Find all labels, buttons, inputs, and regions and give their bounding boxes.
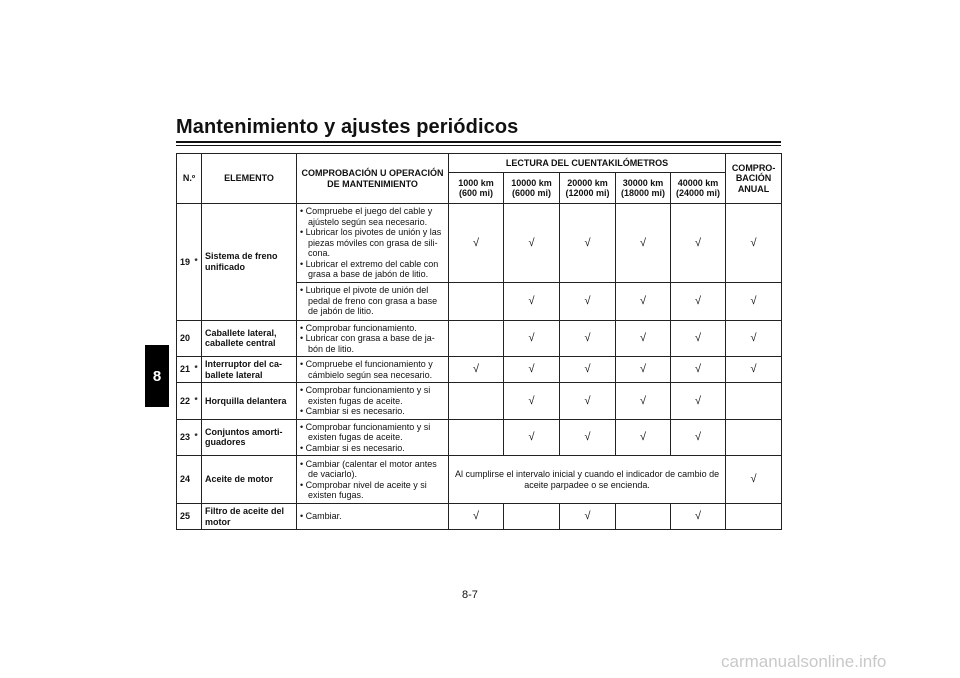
row-number: 22 — [177, 383, 192, 420]
empty-cell — [616, 504, 671, 530]
empty-cell — [192, 320, 202, 357]
check-mark: √ — [449, 357, 504, 383]
row-number: 19 — [177, 204, 192, 321]
empty-cell — [449, 282, 504, 320]
check-mark: √ — [616, 282, 671, 320]
check-mark: √ — [560, 383, 616, 420]
check-mark: √ — [560, 204, 616, 283]
watermark: carmanualsonline.info — [721, 652, 887, 671]
asterisk-mark: * — [192, 357, 202, 383]
element-name: Filtro de aceite del motor — [202, 504, 297, 530]
row-number: 21 — [177, 357, 192, 383]
page-number: 8-7 — [462, 589, 478, 601]
row-number: 24 — [177, 456, 192, 504]
check-list — [297, 320, 449, 357]
check-list — [297, 419, 449, 456]
check-mark: √ — [671, 282, 726, 320]
header-odometer: LECTURA DEL CUENTAKILÓMETROS — [449, 154, 726, 173]
check-list — [297, 456, 449, 504]
check-item: • Lubrique el pivote de unión del pedal de freno con grasa a base de jabón de litio. — [300, 285, 438, 317]
header-check: COMPROBACIÓN U OPERACIÓN DE MANTENIMIENTO — [297, 154, 449, 204]
empty-cell — [726, 383, 782, 420]
header-annual: COMPRO- BACIÓN ANUAL — [726, 154, 782, 204]
title-rule-thin — [176, 145, 781, 146]
table-row-24 — [177, 456, 782, 504]
check-mark: √ — [616, 419, 671, 456]
check-mark: √ — [449, 204, 504, 283]
check-item: • Lubricar los pivotes de unión y las piezas móviles con grasa de sili-cona. — [300, 227, 442, 258]
check-item: • Compruebe el funcionamiento y cámbielo según sea necesario. — [300, 359, 433, 380]
check-mark: √ — [616, 320, 671, 357]
check-mark: √ — [726, 204, 782, 283]
check-mark: √ — [449, 504, 504, 530]
chapter-tab: 8 — [145, 345, 169, 407]
header-no: N.º — [177, 154, 202, 204]
header-row — [177, 154, 782, 173]
check-list — [297, 357, 449, 383]
header-km-30000: 30000 km (18000 mi) — [616, 173, 671, 204]
check-mark: √ — [560, 419, 616, 456]
check-item: • Comprobar nivel de aceite y si existen fugas. — [300, 479, 427, 500]
check-item: • Cambiar si es necesario. — [300, 406, 405, 416]
table-row-23 — [177, 419, 782, 456]
empty-cell — [504, 504, 560, 530]
header-km-20000: 20000 km (12000 mi) — [560, 173, 616, 204]
check-mark: √ — [504, 419, 560, 456]
check-mark: √ — [504, 282, 560, 320]
check-mark: √ — [671, 357, 726, 383]
check-item: • Compruebe el juego del cable y ajústelo según sea necesario. — [300, 206, 433, 227]
check-list — [297, 504, 449, 530]
empty-cell — [726, 419, 782, 456]
asterisk-mark: * — [192, 419, 202, 456]
check-mark: √ — [671, 204, 726, 283]
check-item: • Comprobar funcionamiento. — [300, 322, 417, 333]
empty-cell — [449, 419, 504, 456]
check-mark: √ — [671, 504, 726, 530]
row-number: 23 — [177, 419, 192, 456]
check-mark: √ — [616, 357, 671, 383]
row-number: 25 — [177, 504, 192, 530]
check-mark: √ — [671, 383, 726, 420]
check-mark: √ — [726, 320, 782, 357]
element-name: Conjuntos amorti-guadores — [202, 419, 297, 456]
table-row-20 — [177, 320, 782, 357]
element-name: Sistema de freno unificado — [202, 204, 297, 321]
check-mark: √ — [560, 282, 616, 320]
check-mark: √ — [560, 504, 616, 530]
maintenance-table — [176, 153, 782, 530]
empty-cell — [192, 456, 202, 504]
check-mark: √ — [504, 383, 560, 420]
empty-cell — [449, 320, 504, 357]
interval-note: Al cumplirse el intervalo inicial y cuando el indicador de cambio de aceite parpadee o se encienda. — [449, 456, 726, 504]
check-mark: √ — [560, 320, 616, 357]
check-list — [297, 282, 449, 320]
check-item: • Comprobar funcionamiento y si existen fugas de aceite. — [300, 421, 431, 442]
check-item: • Cambiar si es necesario. — [300, 442, 405, 453]
check-mark: √ — [726, 456, 782, 504]
asterisk-mark: * — [192, 383, 202, 420]
check-item: • Comprobar funcionamiento y si existen fugas de aceite. — [300, 385, 431, 406]
empty-cell — [449, 383, 504, 420]
check-mark: √ — [504, 357, 560, 383]
check-item: • Lubricar el extremo del cable con grasa a base de jabón de litio. — [300, 258, 439, 279]
element-name: Aceite de motor — [202, 456, 297, 504]
check-mark: √ — [616, 383, 671, 420]
header-km-40000: 40000 km (24000 mi) — [671, 173, 726, 204]
table-row-25 — [177, 504, 782, 530]
table-row-22 — [177, 383, 782, 420]
check-mark: √ — [504, 204, 560, 283]
check-list — [297, 383, 449, 420]
check-item: • Lubricar con grasa a base de ja-bón de litio. — [300, 333, 435, 354]
element-name: Caballete lateral, caballete central — [202, 320, 297, 357]
check-mark: √ — [726, 282, 782, 320]
check-mark: √ — [726, 357, 782, 383]
page-title: Mantenimiento y ajustes periódicos — [176, 116, 519, 138]
table-row-21 — [177, 357, 782, 383]
empty-cell — [726, 504, 782, 530]
check-list — [297, 204, 449, 283]
row-number: 20 — [177, 320, 192, 357]
asterisk-mark: * — [192, 204, 202, 321]
check-mark: √ — [671, 419, 726, 456]
check-mark: √ — [560, 357, 616, 383]
check-mark: √ — [504, 320, 560, 357]
empty-cell — [192, 504, 202, 530]
header-element: ELEMENTO — [202, 154, 297, 204]
element-name: Interruptor del ca-ballete lateral — [202, 357, 297, 383]
table-row-19 — [177, 204, 782, 283]
title-rule — [176, 141, 781, 143]
check-item: • Cambiar. — [300, 511, 342, 522]
header-km-1000: 1000 km (600 mi) — [449, 173, 504, 204]
check-mark: √ — [616, 204, 671, 283]
check-mark: √ — [671, 320, 726, 357]
header-km-10000: 10000 km (6000 mi) — [504, 173, 560, 204]
check-item: • Cambiar (calentar el motor antes de vaciarlo). — [300, 458, 437, 479]
element-name: Horquilla delantera — [202, 383, 297, 420]
